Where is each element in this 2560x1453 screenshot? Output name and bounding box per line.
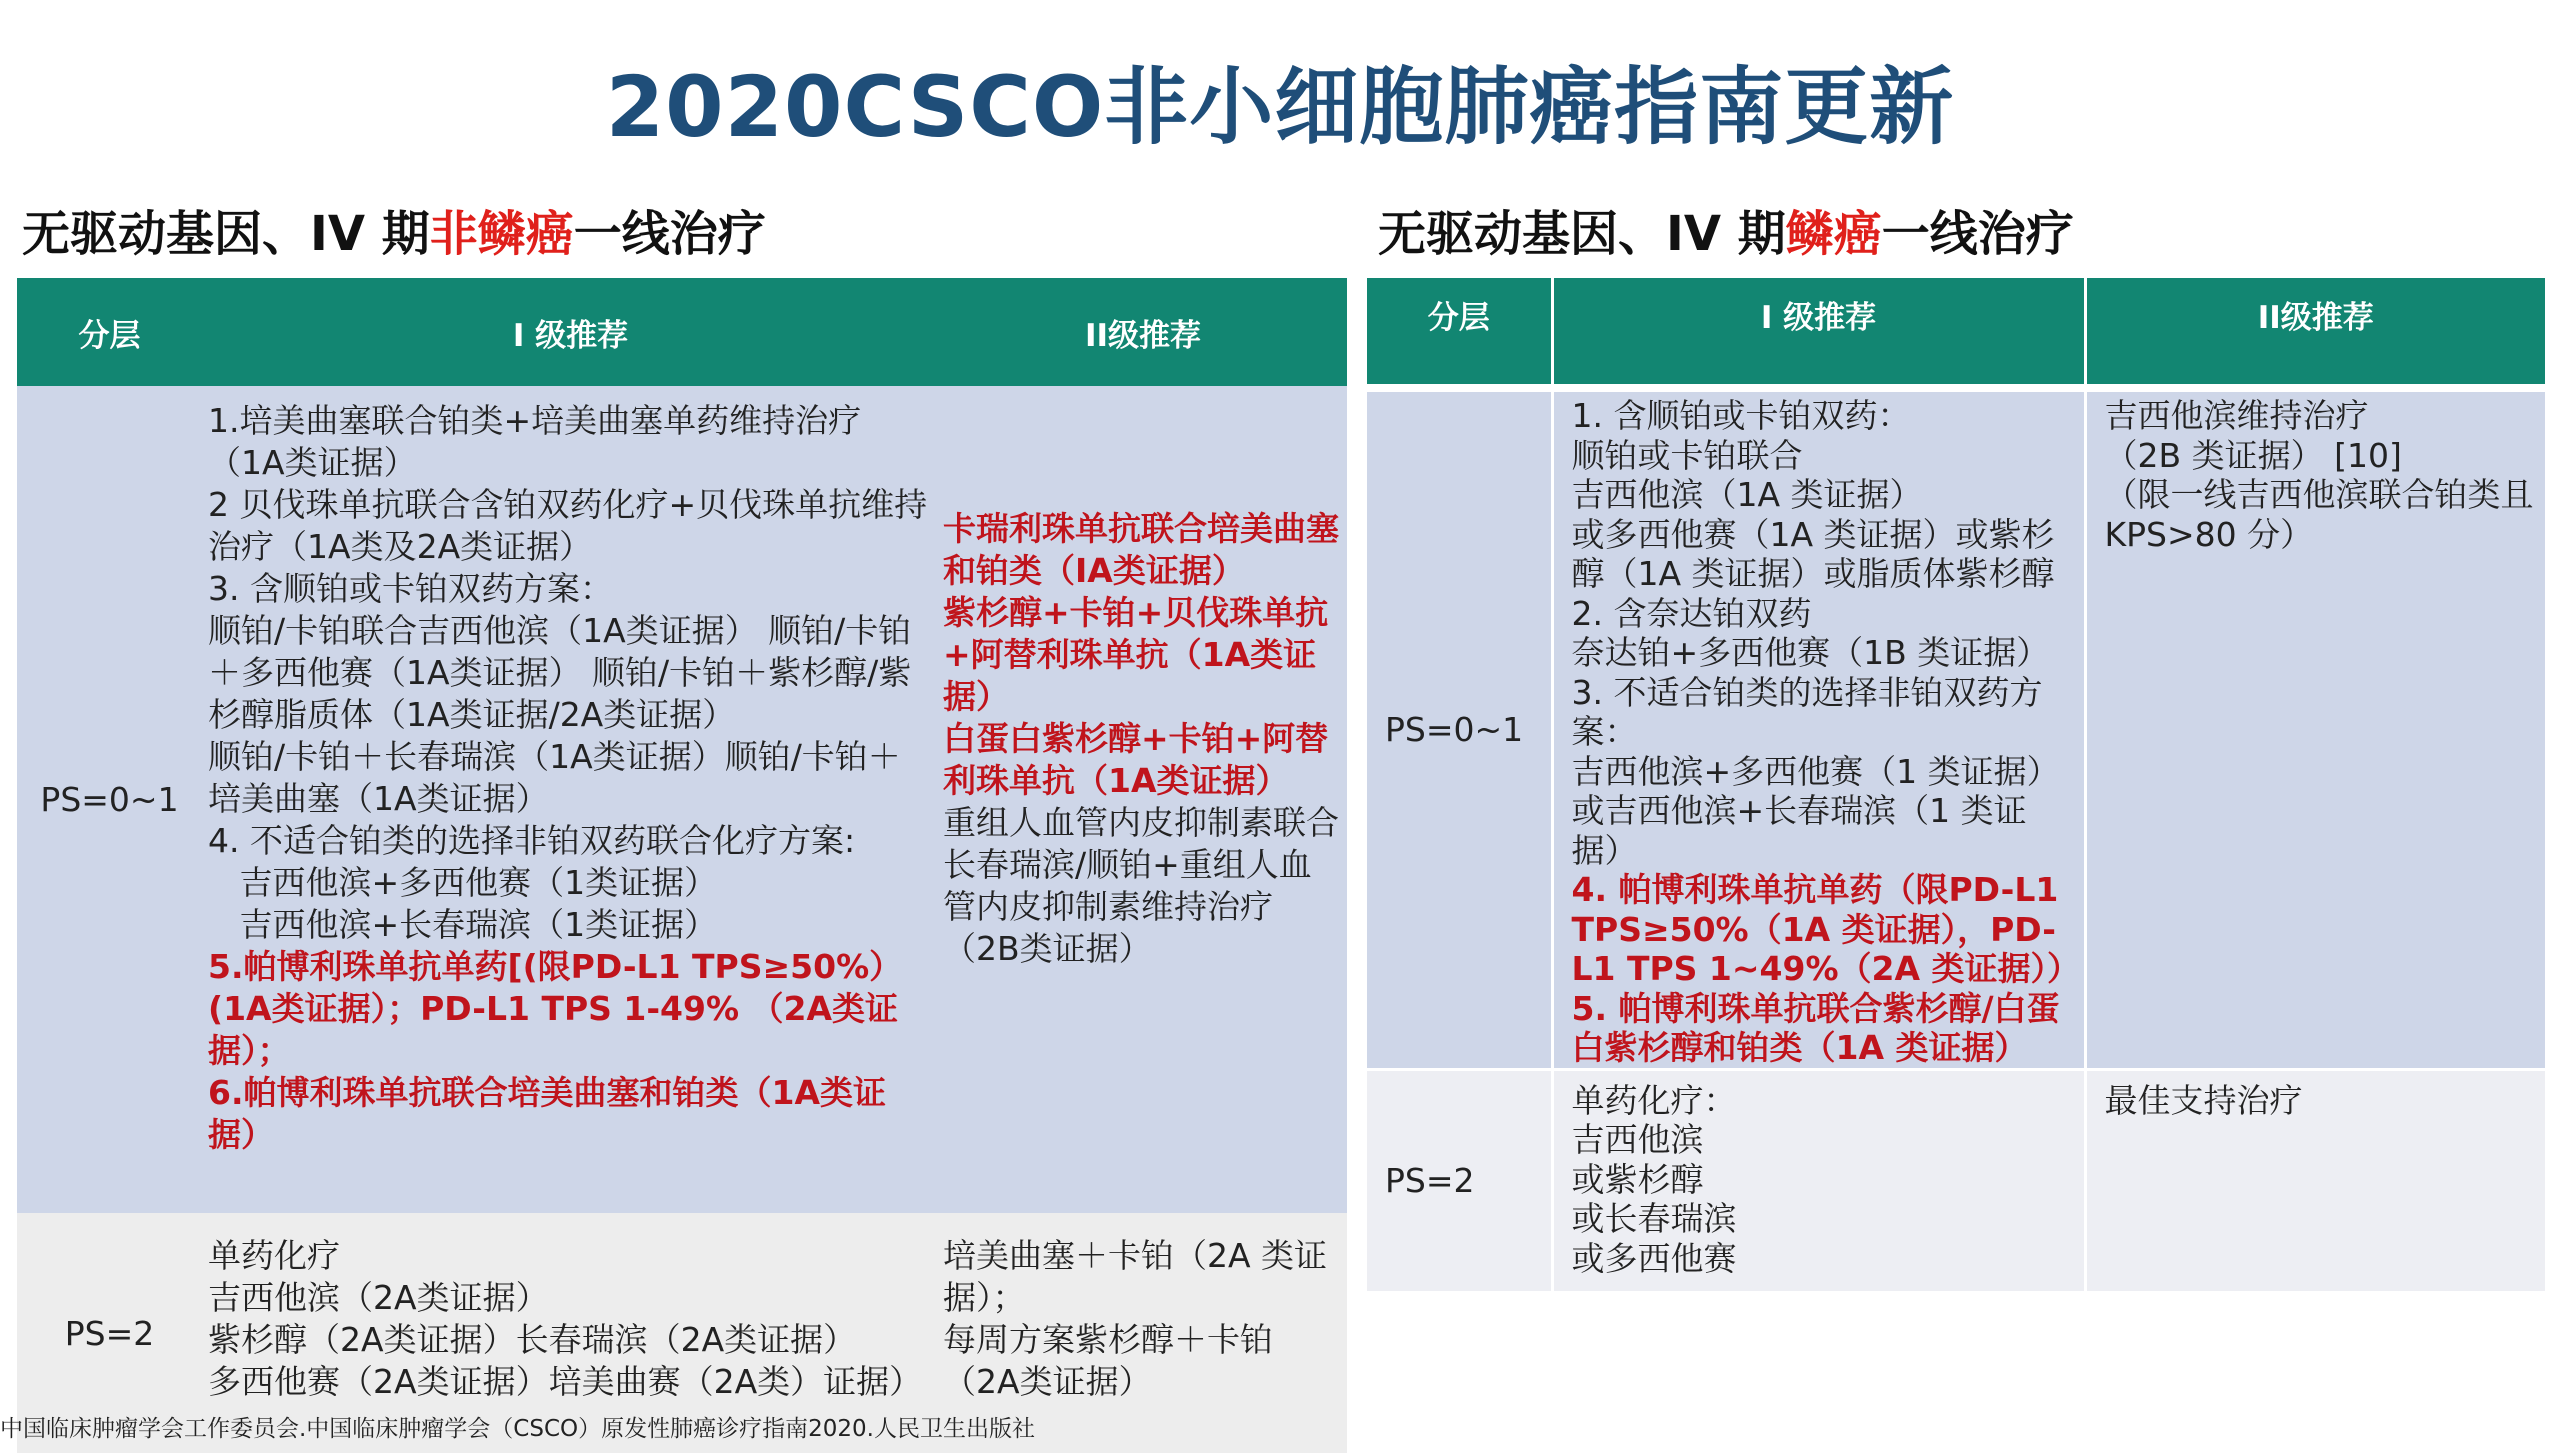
recommendation-line: 或紫杉醇: [1571, 1159, 1704, 1199]
right-subtitle-pre: 无驱动基因、IV 期: [1378, 206, 1786, 262]
left-section-title: [22, 195, 766, 264]
recommendation-line: 每周方案紫杉醇＋卡铂（2A类证据）: [943, 1320, 1273, 1401]
header-level2: II级推荐: [939, 278, 1347, 386]
recommendation-line: 5.帕博利珠单抗单药[(限PD-L1 TPS≥50%） (1A类证据）；PD-L1 TPS 1-49% （2A类证据）；: [208, 947, 914, 1070]
recommendation-line: 紫杉醇+卡铂+贝伐珠单抗+阿替利珠单抗（1A类证据）: [943, 593, 1329, 716]
recommendation-line: 吉西他滨+多西他赛（1类证据）: [208, 863, 718, 902]
table-row: [17, 386, 1347, 1213]
left-subtitle-pre: 无驱动基因、IV 期: [22, 206, 430, 262]
recommendation-line: （限一线吉西他滨联合铂类且KPS>80 分）: [2104, 475, 2534, 554]
recommendation-line: 6.帕博利珠单抗联合培美曲塞和铂类（1A类证据）: [208, 1073, 886, 1154]
recommendation-line: 3. 含顺铂或卡铂双药方案：: [208, 569, 613, 608]
header-level1: I 级推荐: [1552, 278, 2085, 384]
tier-cell: PS=2: [1367, 1069, 1552, 1291]
recommendation-line: 顺铂或卡铂联合: [1571, 435, 1803, 475]
recommendation-line: 多西他赛（2A类证据）培美曲赛（2A类）证据）: [208, 1362, 923, 1401]
table-row: [1367, 1069, 2545, 1291]
recommendation-line: 吉西他滨: [1571, 1120, 1704, 1159]
nonsquamous-table: [17, 278, 1347, 1453]
header-tier: 分层: [17, 278, 202, 386]
recommendation-line: 吉西他滨（1A 类证据）: [1571, 475, 1923, 514]
tier-cell: PS=2: [17, 1213, 202, 1453]
level1-cell: [1552, 392, 2085, 1069]
recommendation-line: 顺铂/卡铂＋长春瑞滨（1A类证据）顺铂/卡铂＋培美曲塞（1A类证据）: [208, 737, 901, 818]
recommendation-line: 或吉西他滨+长春瑞滨（1 类证据）: [1571, 791, 2027, 870]
left-subtitle-post: 一线治疗: [573, 206, 766, 262]
header-level1: I 级推荐: [202, 278, 939, 386]
recommendation-line: 或长春瑞滨: [1571, 1199, 1737, 1238]
recommendation-line: 最佳支持治疗: [2104, 1080, 2303, 1120]
right-subtitle-post: 一线治疗: [1881, 206, 2074, 262]
recommendation-line: 单药化疗: [208, 1236, 340, 1275]
source-citation: 中国临床肿瘤学会工作委员会.中国临床肿瘤学会（CSCO）原发性肺癌诊疗指南2020.人民卫生出版社: [0, 1416, 1035, 1442]
recommendation-line: 单药化疗：: [1571, 1080, 1737, 1120]
recommendation-line: 4. 不适合铂类的选择非铂双药联合化疗方案:: [208, 821, 856, 860]
squamous-table: [1367, 278, 2545, 1291]
recommendation-line: 吉西他滨+多西他赛（1 类证据）: [1571, 751, 2060, 791]
recommendation-line: 吉西他滨+长春瑞滨（1类证据）: [208, 905, 718, 944]
recommendation-line: 奈达铂+多西他赛（1B 类证据）: [1571, 633, 2050, 672]
recommendation-line: 培美曲塞＋卡铂（2A 类证据）；: [943, 1236, 1328, 1317]
right-subtitle-highlight: 鳞癌: [1785, 206, 1882, 262]
table-header-row: [17, 278, 1347, 386]
tier-cell: PS=0~1: [1367, 392, 1552, 1069]
recommendation-line: 或多西他赛: [1571, 1238, 1737, 1278]
table-header-row: [1367, 278, 2545, 384]
level2-cell: [939, 386, 1347, 1213]
recommendation-line: 5. 帕博利珠单抗联合紫杉醇/白蛋白紫杉醇和铂类（1A 类证据）: [1571, 988, 2060, 1067]
level1-cell: [1552, 1069, 2085, 1291]
recommendation-line: 或多西他赛（1A 类证据）或紫杉醇（1A 类证据）或脂质体紫杉醇: [1571, 514, 2055, 593]
level2-cell: [2085, 392, 2545, 1069]
tier-cell: PS=0~1: [17, 386, 202, 1213]
recommendation-line: 2. 含奈达铂双药: [1571, 593, 1812, 633]
recommendation-line: 2 贝伐珠单抗联合含铂双药化疗+贝伐珠单抗维持治疗（1A类及2A类证据）: [208, 485, 928, 566]
table-row: [1367, 392, 2545, 1069]
recommendation-line: 紫杉醇（2A类证据）长春瑞滨（2A类证据）: [208, 1320, 857, 1359]
recommendation-line: 顺铂/卡铂联合吉西他滨（1A类证据） 顺铂/卡铂＋多西他赛（1A类证据） 顺铂/卡铂＋紫杉醇/紫杉醇脂质体（1A类证据/2A类证据）: [208, 611, 912, 734]
page-title: 2020CSCO非小细胞肺癌指南更新: [605, 58, 1955, 156]
recommendation-line: 吉西他滨维持治疗: [2104, 396, 2369, 435]
recommendation-line: 4. 帕博利珠单抗单药（限PD-L1 TPS≥50%（1A 类证据），PD-L1 TPS 1~49%（2A 类证据））: [1571, 870, 2081, 988]
left-subtitle-highlight: 非鳞癌: [429, 206, 574, 262]
recommendation-line: 卡瑞利珠单抗联合培美曲塞和铂类（IA类证据）: [943, 509, 1339, 590]
header-tier: 分层: [1367, 278, 1552, 384]
recommendation-line: 1. 含顺铂或卡铂双药：: [1571, 396, 1911, 435]
level2-cell: [2085, 1069, 2545, 1291]
header-level2: II级推荐: [2085, 278, 2545, 384]
recommendation-line: 1.培美曲塞联合铂类+培美曲塞单药维持治疗（1A类证据）: [208, 401, 862, 482]
header-spacer: [1367, 384, 2545, 392]
level1-cell: [202, 386, 939, 1213]
recommendation-line: 重组人血管内皮抑制素联合长春瑞滨/顺铂+重组人血管内皮抑制素维持治疗（2B类证据）: [943, 803, 1339, 968]
recommendation-line: （2B 类证据） [10]: [2104, 435, 2402, 475]
recommendation-line: 白蛋白紫杉醇+卡铂+阿替利珠单抗（1A类证据）: [943, 719, 1329, 800]
recommendation-line: 3. 不适合铂类的选择非铂双药方案：: [1571, 672, 2043, 751]
right-section-title: [1378, 195, 2074, 264]
recommendation-line: 吉西他滨（2A类证据）: [208, 1278, 549, 1317]
